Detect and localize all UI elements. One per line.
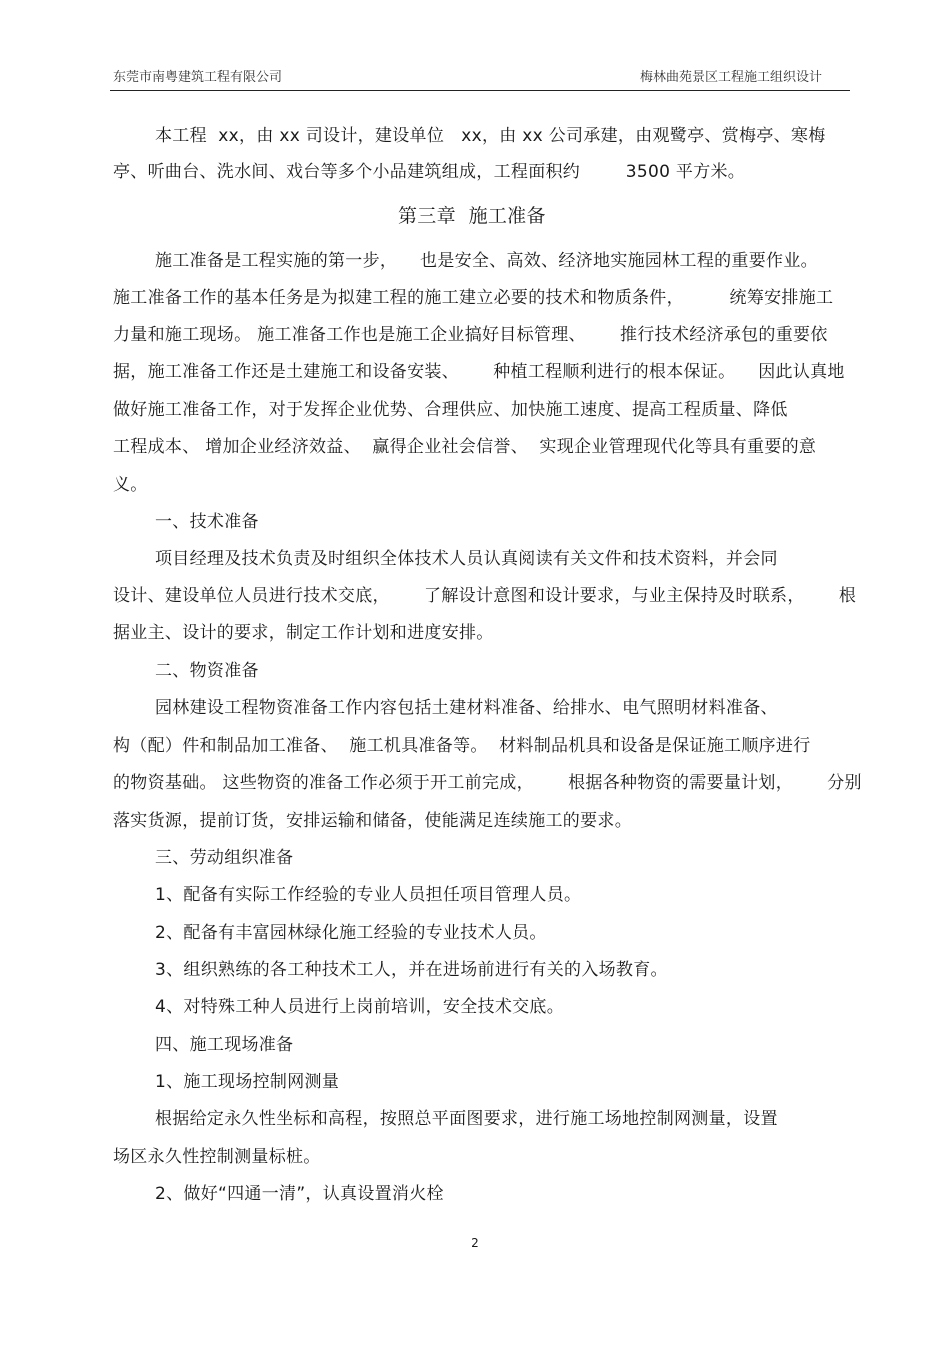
header-divider [110, 90, 850, 91]
page-number: 2 [471, 1236, 479, 1250]
header-doc-title: 梅林曲苑景区工程施工组织设计 [639, 70, 822, 85]
header-company: 东莞市南粤建筑工程有限公司 [113, 70, 283, 85]
document-page: 东莞市南粤建筑工程有限公司 梅林曲苑景区工程施工组织设计 本工程 xx，由 xx 司设计，建设单位 xx，由 xx 公司承建，由观鹭亭、赏梅亭、寒梅 亭、听曲台、洗水间、戏台等多个小品建筑组成，工程面积约 3500 平方米。 第三章 施工准备 施工准备是工程实施的第一步， 也是安全、高效、经济地实施园林工程的重要作业。 施工准备工作的基本任务是为拟建工程的施工建立必要的技术和物质条件， 统筹安排施工 力量和施工现场。 施工准备工作也是施工企业搞好目标管理、 推行技术经济承包的重要依 据，施工准备工作还是土建施工和设备安装、 种植工程顺利进行的根本保证。 因此认真地 做好施工准备工作，对于发挥企业优势、合理供应、加快施工速度、提高工程质量、降低 工程成本、 增加企业经济效益、 赢得企业社会信誉、 实现企业管理现代化等具有重要的意 义。 一、技术准备 项目经理及技术负责及时组织全体技术人员认真阅读有关文件和技术资料，并会同 设计、建设单位人员进行技术交底， 了解设计意图和设计要求，与业主保持及时联系， 根 据业主、设计的要求，制定工作计划和进度安排。 二、物资准备 园林建设工程物资准备工作内容包括土建材料准备、给排水、电气照明材料准备、 构（配）件和制品加工准备、 施工机具准备等。 材料制品机具和设备是保证施工顺序进行 的物资基础。 这些物资的准备工作必须于开工前完成， 根据各种物资的需要量计划， 分别 落实货源，提前订货，安排运输和储备，使能满足连续施工的要求。 三、劳动组织准备 1、配备有实际工作经验的专业人员担任项目管理人员。 2、配备有丰富园林绿化施工经验的专业技术人员。 3、组织熟练的各工种技术工人，并在进场前进行有关的入场教育。 4、对特殊工种人员进行上岗前培训，安全技术交底。 四、施工现场准备 1、施工现场控制网测量 根据给定永久性坐标和高程，按照总平面图要求，进行施工场地控制网测量，设置 场区永久性控制测量标桩。 2、做好“四通一清”，认真设置消火栓 2 [0, 0, 950, 1345]
